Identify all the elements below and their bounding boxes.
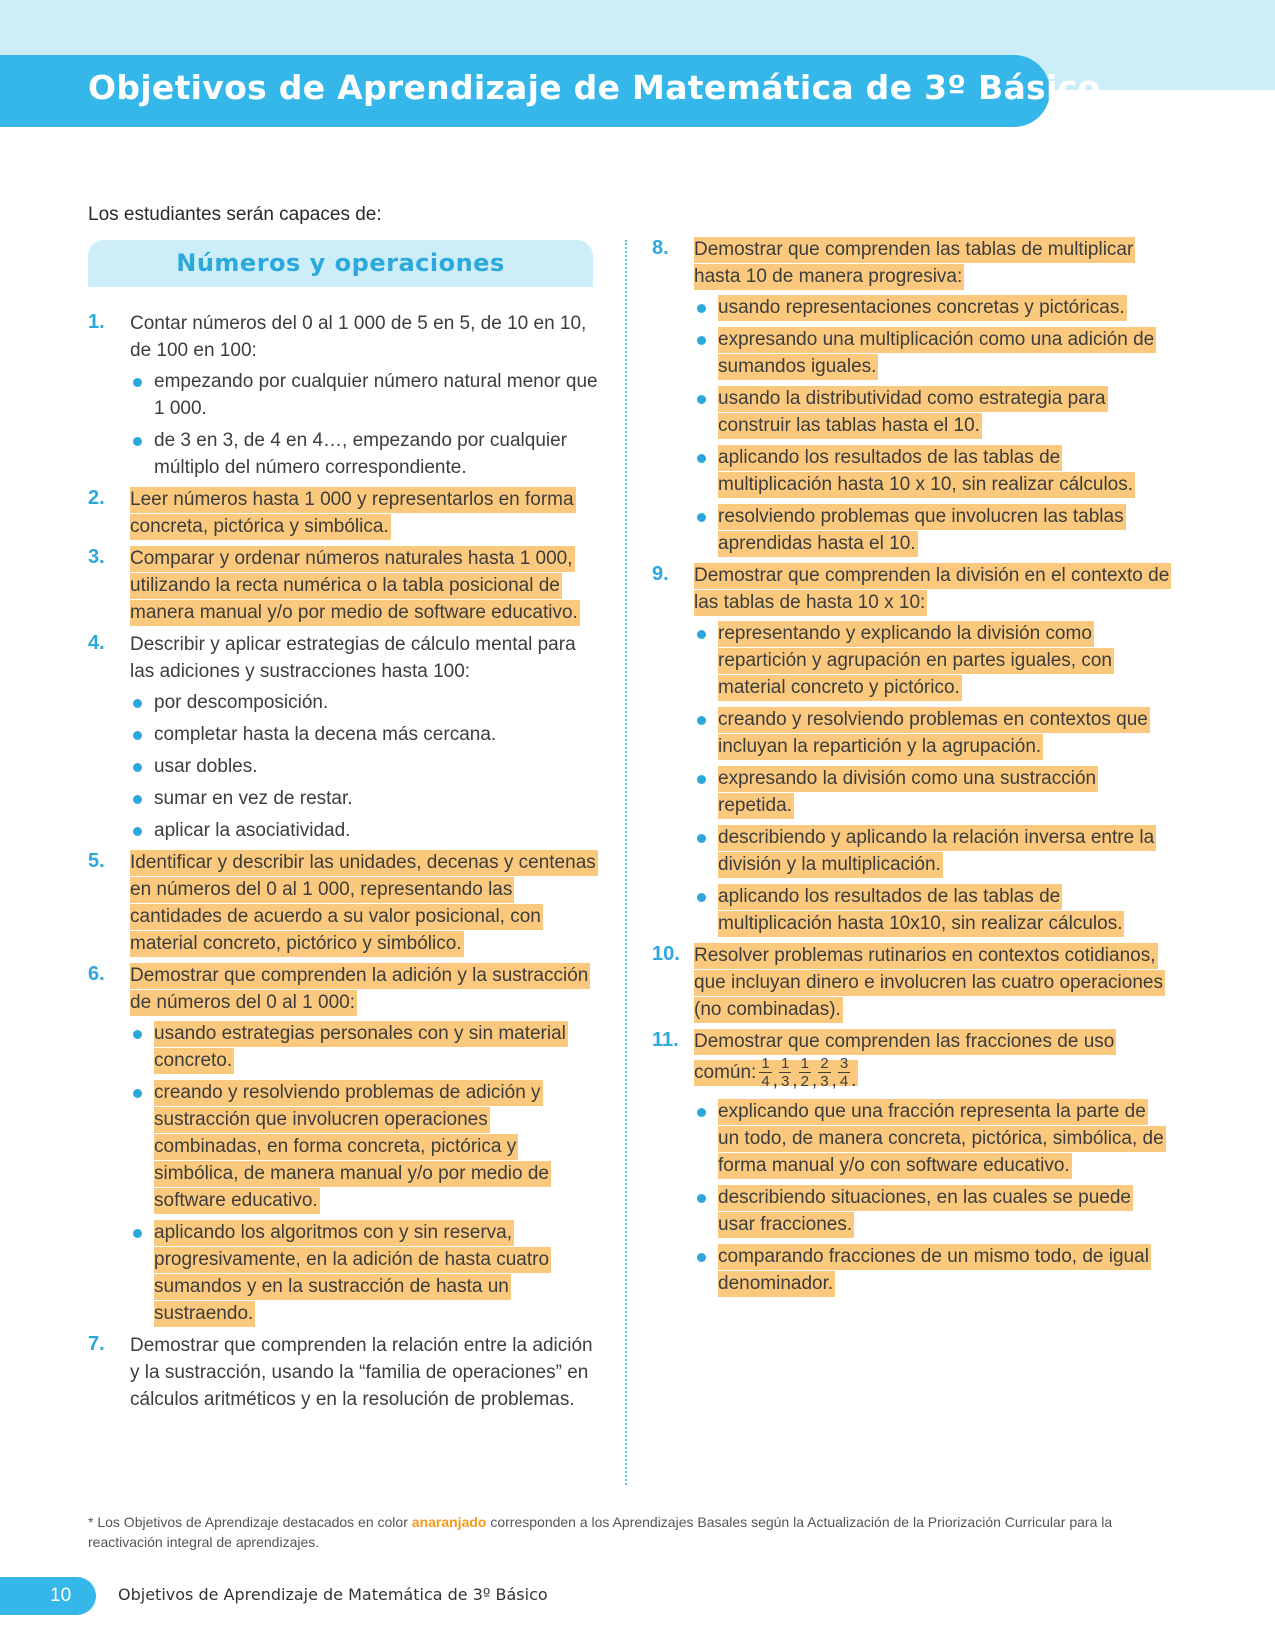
sub-item-text: expresando una multiplicación como una adición de sumandos iguales. bbox=[718, 327, 1156, 380]
sub-item bbox=[130, 1020, 598, 1074]
sub-item bbox=[130, 785, 598, 812]
objective-text-content: Demostrar que comprenden las tablas de multiplicar hasta 10 de manera progresiva: bbox=[694, 237, 1135, 290]
sub-list bbox=[130, 368, 598, 481]
objective-item bbox=[88, 545, 598, 626]
sub-list bbox=[694, 1098, 1172, 1297]
objective-item bbox=[652, 562, 1172, 937]
fraction-separator: . bbox=[851, 1069, 857, 1091]
sub-item bbox=[694, 620, 1172, 701]
bullet-icon bbox=[133, 437, 142, 446]
objective-number: 4. bbox=[88, 632, 105, 654]
bullet-icon bbox=[697, 395, 706, 404]
sub-item-text: aplicar la asociatividad. bbox=[154, 820, 351, 841]
fraction-denominator: 3 bbox=[820, 1073, 829, 1090]
objective-item bbox=[88, 849, 598, 957]
fraction bbox=[799, 1055, 811, 1090]
objective-text bbox=[130, 849, 598, 957]
bullet-icon bbox=[697, 834, 706, 843]
objective-item bbox=[88, 310, 598, 481]
sub-item bbox=[694, 1243, 1172, 1297]
sub-item-text: creando y resolviendo problemas de adición y sustracción que involucren operaciones combinadas, en forma concreta, pictórica y simbólica, de manera manual y/o por medio de software educativo. bbox=[154, 1080, 551, 1214]
objective-number: 7. bbox=[88, 1333, 105, 1355]
sub-item bbox=[694, 824, 1172, 878]
fraction-denominator: 3 bbox=[780, 1073, 790, 1090]
bullet-icon bbox=[697, 775, 706, 784]
objective-number: 9. bbox=[652, 563, 669, 585]
sub-item-text: aplicando los resultados de las tablas de multiplicación hasta 10x10, sin realizar cálculos. bbox=[718, 884, 1124, 937]
bullet-icon bbox=[697, 304, 706, 313]
objective-text-content: Resolver problemas rutinarios en contextos cotidianos, que incluyan dinero e involucren las cuatro operaciones (no combinadas). bbox=[694, 943, 1165, 1023]
bullet-icon bbox=[697, 1253, 706, 1262]
bullet-icon bbox=[697, 893, 706, 902]
sub-item bbox=[130, 368, 598, 422]
sub-item-text: de 3 en 3, de 4 en 4…, empezando por cualquier múltiplo del número correspondiente. bbox=[154, 430, 568, 478]
footnote-highlight-word: anaranjado bbox=[411, 1514, 487, 1530]
sub-list bbox=[694, 620, 1172, 937]
fraction-numerator: 2 bbox=[820, 1055, 829, 1072]
objective-text-content: Demostrar que comprenden la relación entre la adición y la sustracción, usando la “familia de operaciones” en cálculos aritméticos y en la resolución de problemas. bbox=[130, 1335, 593, 1410]
sub-item bbox=[130, 721, 598, 748]
fraction-numerator: 1 bbox=[761, 1055, 770, 1072]
page-title: Objetivos de Aprendizaje de Matemática de 3º Básico bbox=[88, 68, 1101, 107]
fraction-separator: , bbox=[772, 1069, 778, 1091]
left-column bbox=[88, 310, 598, 1418]
objective-text-content: Describir y aplicar estrategias de cálculo mental para las adiciones y sustracciones hasta 100: bbox=[130, 634, 576, 682]
objective-item bbox=[652, 1028, 1172, 1297]
title-bar bbox=[0, 55, 1101, 127]
sub-item-text: resolviendo problemas que involucren las tablas aprendidas hasta el 10. bbox=[718, 504, 1126, 557]
bullet-icon bbox=[133, 795, 142, 804]
fraction-numerator: 3 bbox=[839, 1055, 849, 1072]
sub-item bbox=[694, 326, 1172, 380]
bullet-icon bbox=[133, 1229, 142, 1238]
objective-number: 3. bbox=[88, 546, 105, 568]
column-divider bbox=[625, 240, 627, 1485]
objective-number: 5. bbox=[88, 850, 105, 872]
objective-text-content: Demostrar que comprenden la adición y la sustracción de números del 0 al 1 000: bbox=[130, 963, 590, 1016]
footnote-text-end: corresponden a los Aprendizajes Basales según la Actualización de la Priorización Curricular para la reactivación integral de aprendizajes. bbox=[88, 1514, 1113, 1550]
sub-list bbox=[694, 294, 1172, 557]
sub-item bbox=[130, 753, 598, 780]
bullet-icon bbox=[133, 731, 142, 740]
bullet-icon bbox=[697, 454, 706, 463]
objective-number: 1. bbox=[88, 311, 105, 333]
sub-item-text: comparando fracciones de un mismo todo, de igual denominador. bbox=[718, 1244, 1151, 1297]
bullet-icon bbox=[133, 378, 142, 387]
sub-item-text: explicando que una fracción representa la parte de un todo, de manera concreta, pictórica, simbólica, de forma manual y/o con software educativo. bbox=[718, 1099, 1166, 1179]
objective-text bbox=[130, 1332, 598, 1413]
bullet-icon bbox=[133, 699, 142, 708]
objective-number: 2. bbox=[88, 487, 105, 509]
fraction-denominator: 4 bbox=[839, 1073, 849, 1090]
fraction-separator: , bbox=[792, 1069, 798, 1091]
sub-item-text: sumar en vez de restar. bbox=[154, 788, 353, 809]
right-column bbox=[652, 236, 1172, 1302]
footnote bbox=[88, 1512, 1178, 1552]
fraction bbox=[759, 1055, 771, 1090]
sub-item-text: por descomposición. bbox=[154, 692, 329, 713]
objective-text-content: Leer números hasta 1 000 y representarlos en forma concreta, pictórica y simbólica. bbox=[130, 487, 576, 540]
objective-text-content: Identificar y describir las unidades, decenas y centenas en números del 0 al 1 000, representando las cantidades de acuerdo a su valor posicional, con material concreto, pictórico y simbólico. bbox=[130, 850, 598, 957]
objective-item bbox=[652, 236, 1172, 557]
bullet-icon bbox=[697, 1194, 706, 1203]
sub-item bbox=[694, 883, 1172, 937]
sub-list bbox=[130, 1020, 598, 1327]
objective-number: 10. bbox=[652, 943, 680, 965]
sub-item-text: creando y resolviendo problemas en contextos que incluyan la repartición y la agrupación. bbox=[718, 707, 1150, 760]
sub-item bbox=[694, 706, 1172, 760]
objective-number: 11. bbox=[652, 1029, 679, 1051]
sub-item bbox=[694, 444, 1172, 498]
bullet-icon bbox=[697, 1108, 706, 1117]
sub-item-text: representando y explicando la división como repartición y agrupación en partes iguales, con material concreto y pictórico. bbox=[718, 621, 1114, 701]
page-number-tab bbox=[0, 1577, 96, 1615]
objective-text-content: Demostrar que comprenden la división en el contexto de las tablas de hasta 10 x 10: bbox=[694, 563, 1171, 616]
fraction-denominator: 2 bbox=[800, 1073, 809, 1090]
objective-text bbox=[694, 1028, 1172, 1094]
objective-text bbox=[694, 236, 1172, 290]
sub-item bbox=[130, 817, 598, 844]
objective-text bbox=[694, 562, 1172, 616]
sub-item-text: usando representaciones concretas y pictóricas. bbox=[718, 295, 1127, 321]
objective-text bbox=[130, 545, 598, 626]
bullet-icon bbox=[133, 763, 142, 772]
page-number: 10 bbox=[50, 1585, 72, 1606]
objective-text bbox=[130, 486, 598, 540]
sub-item-text: usando la distributividad como estrategia para construir las tablas hasta el 10. bbox=[718, 386, 1108, 439]
sub-item bbox=[694, 765, 1172, 819]
section-title: Números y operaciones bbox=[176, 249, 505, 277]
fraction bbox=[838, 1055, 850, 1090]
sub-item-text: describiendo situaciones, en las cuales se puede usar fracciones. bbox=[718, 1185, 1133, 1238]
sub-item bbox=[694, 1184, 1172, 1238]
objective-text-content: Contar números del 0 al 1 000 de 5 en 5, de 10 en 10, de 100 en 100: bbox=[130, 313, 587, 361]
sub-item bbox=[130, 1219, 598, 1327]
sub-item bbox=[694, 294, 1172, 321]
section-header bbox=[88, 240, 593, 287]
sub-item bbox=[694, 1098, 1172, 1179]
sub-item-text: completar hasta la decena más cercana. bbox=[154, 724, 497, 745]
objective-text-content: Comparar y ordenar números naturales hasta 1 000, utilizando la recta numérica o la tabla posicional de manera manual y/o por medio de software educativo. bbox=[130, 546, 580, 626]
footer-title: Objetivos de Aprendizaje de Matemática de 3º Básico bbox=[118, 1585, 548, 1604]
objective-text bbox=[130, 962, 598, 1016]
sub-item-text: aplicando los algoritmos con y sin reserva, progresivamente, en la adición de hasta cuatro sumandos y en la sustracción de hasta un sustraendo. bbox=[154, 1220, 551, 1327]
sub-item bbox=[694, 503, 1172, 557]
sub-item-text: empezando por cualquier número natural menor que 1 000. bbox=[154, 371, 598, 419]
objective-number: 6. bbox=[88, 963, 105, 985]
bullet-icon bbox=[697, 336, 706, 345]
fraction-denominator: 4 bbox=[761, 1073, 770, 1090]
sub-item-text: describiendo y aplicando la relación inversa entre la división y la multiplicación. bbox=[718, 825, 1156, 878]
bullet-icon bbox=[133, 1089, 142, 1098]
sub-item bbox=[130, 427, 598, 481]
sub-item-text: usar dobles. bbox=[154, 756, 258, 777]
objective-number: 8. bbox=[652, 237, 669, 259]
fraction-numerator: 1 bbox=[780, 1055, 790, 1072]
sub-item bbox=[694, 385, 1172, 439]
bullet-icon bbox=[697, 716, 706, 725]
objective-text bbox=[130, 310, 598, 364]
objective-text bbox=[130, 631, 598, 685]
fraction bbox=[818, 1055, 830, 1090]
bullet-icon bbox=[133, 827, 142, 836]
objective-item bbox=[88, 962, 598, 1327]
objective-item bbox=[88, 486, 598, 540]
objective-item bbox=[88, 631, 598, 844]
sub-item bbox=[130, 1079, 598, 1214]
fraction-separator: , bbox=[811, 1069, 818, 1091]
objective-item bbox=[88, 1332, 598, 1413]
objective-item bbox=[652, 942, 1172, 1023]
objective-text-content: Demostrar que comprenden las fracciones de uso común: bbox=[694, 1029, 1116, 1086]
fraction-numerator: 1 bbox=[800, 1055, 809, 1072]
sub-item-text: aplicando los resultados de las tablas de multiplicación hasta 10 x 10, sin realizar cálculos. bbox=[718, 445, 1135, 498]
objective-text bbox=[694, 942, 1172, 1023]
footnote-text-start: * Los Objetivos de Aprendizaje destacados en color bbox=[88, 1514, 412, 1530]
sub-item bbox=[130, 689, 598, 716]
sub-list bbox=[130, 689, 598, 844]
bullet-icon bbox=[697, 630, 706, 639]
sub-item-text: expresando la división como una sustracción repetida. bbox=[718, 766, 1098, 819]
fraction-list bbox=[758, 1055, 858, 1091]
fraction-separator: , bbox=[831, 1069, 837, 1091]
intro-text: Los estudiantes serán capaces de: bbox=[88, 204, 382, 225]
bullet-icon bbox=[697, 513, 706, 522]
fraction bbox=[779, 1055, 791, 1090]
sub-item-text: usando estrategias personales con y sin material concreto. bbox=[154, 1021, 568, 1074]
bullet-icon bbox=[133, 1030, 142, 1039]
